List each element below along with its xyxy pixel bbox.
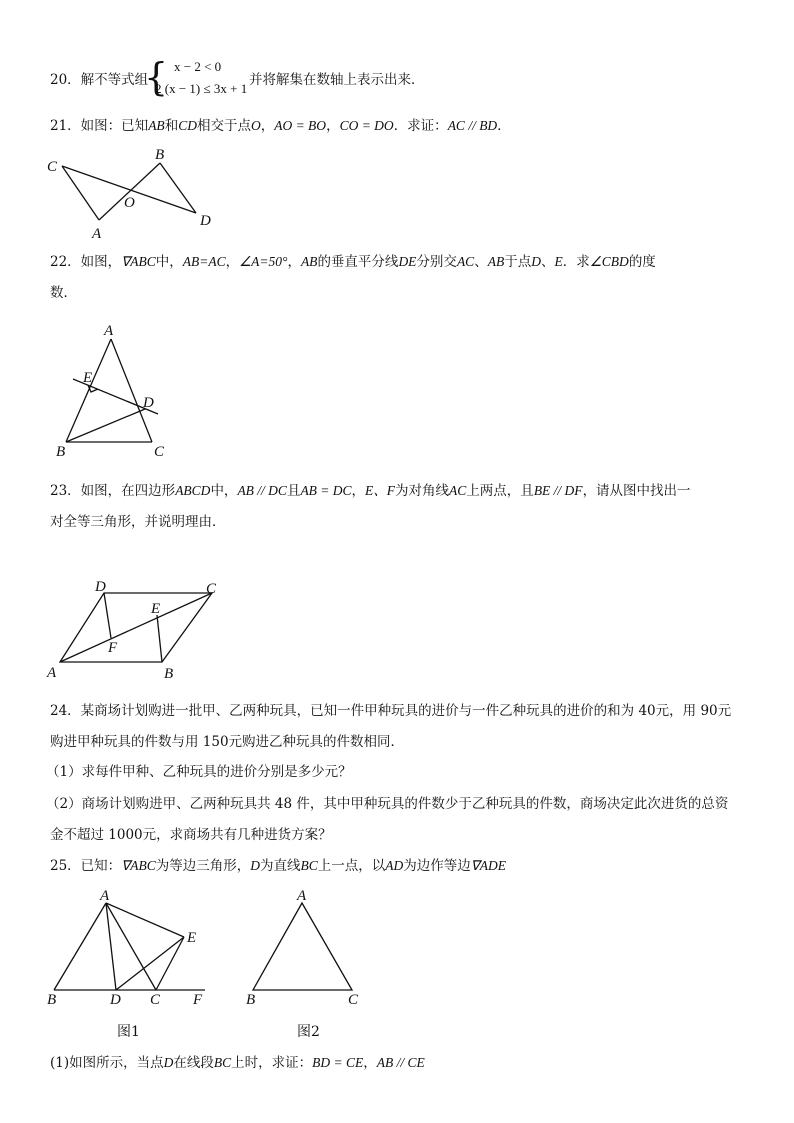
q22-point-d: D: [531, 254, 541, 269]
q25-fig1-caption: 图1: [117, 1024, 140, 1040]
q23-comma-1: ，: [351, 483, 366, 499]
q25-part1-eq: BD = CE: [312, 1055, 364, 1070]
q24-line1: 24．某商场计划购进一批甲、乙两种玩具，已知一件甲种玩具的进价与一件乙种玩具的进价的和为 40元，用 90元: [50, 703, 732, 719]
q22-seg-ab-2: AB: [487, 254, 505, 269]
q21-text-a: 21．如图：已知: [50, 118, 149, 134]
q23-zhong: 中，: [210, 483, 238, 499]
q21-label-b: B: [155, 147, 165, 163]
q25-f2-label-c: C: [348, 992, 359, 1008]
q23-parallel-2: BE // DF: [533, 483, 583, 498]
q22-triangle: ∇ABC: [121, 254, 156, 269]
q22-qiu: ．求: [562, 254, 590, 270]
q23-label-c: C: [206, 581, 217, 597]
q22-point-e: E: [554, 254, 563, 269]
q22-label-b: B: [56, 444, 66, 460]
q23-label-b: B: [164, 666, 174, 682]
q23-label-f: F: [108, 640, 118, 656]
q25-text-b: 为等边三角形，: [155, 858, 251, 874]
q25-text-c: 为直线: [259, 858, 301, 874]
q22-label-d: D: [143, 395, 154, 411]
q25-part1-seg-bc: BC: [213, 1055, 232, 1070]
q25-triangle: ∇ABC: [121, 858, 156, 873]
q25-seg-ad: AD: [385, 858, 404, 873]
q22-de: 的度: [628, 254, 656, 270]
q22-perp: 的垂直平分线: [317, 254, 399, 270]
q21-label-a: A: [92, 226, 102, 242]
q22-label-c: C: [154, 444, 165, 460]
q21-and: 和: [164, 118, 179, 134]
q22-seg-de: DE: [398, 254, 417, 269]
q25-part1-text-b: 在线段: [173, 1055, 214, 1071]
q21-eq-2: CO = DO: [339, 118, 394, 133]
q25-f1-label-a: A: [100, 888, 110, 904]
q25-part1-text-a: (1)如图所示，当点: [50, 1055, 164, 1071]
q21-point-o: O: [250, 118, 261, 133]
q21-seg-cd: CD: [178, 118, 197, 133]
q25-fig2-caption: 图2: [297, 1024, 320, 1040]
q23-shang: 上两点，且: [466, 483, 534, 499]
q24-sub1: （1）求每件甲种、乙种玩具的进价分别是多少元？: [46, 764, 352, 780]
q23-label-d: D: [95, 579, 106, 595]
q22-yu: 于点: [504, 254, 532, 270]
q25-part1-point-d: D: [163, 1055, 174, 1070]
q25-f2-label-a: A: [297, 888, 307, 904]
q23-statement-line2: 对全等三角形，并说明理由．: [50, 514, 226, 530]
q25-part1: [50, 1054, 425, 1072]
q25-text-e: 为边作等边: [403, 858, 471, 874]
q25-text-a: 25．已知：: [50, 858, 122, 874]
q22-zhong: 中，: [155, 254, 183, 270]
q23-text-a: 23．如图，在四边形: [50, 483, 176, 499]
q21-seg-ab: AB: [148, 118, 165, 133]
q21-label-o: O: [124, 195, 135, 211]
q24-sub2-line1: （2）商场计划购进甲、乙两种玩具共 48 件，其中甲种玩具的件数少于乙种玩具的件数，商场决定此次进货的总资: [46, 796, 729, 812]
q22-dun-2: 、: [540, 254, 555, 270]
q22-text-a: 22．如图，: [50, 254, 122, 270]
q22-label-a: A: [104, 323, 114, 339]
q22-comma-2: ，: [287, 254, 301, 270]
q25-part1-comma: ，: [363, 1055, 377, 1071]
q20-number: 20．: [50, 72, 81, 88]
q25-f1-label-b: B: [47, 992, 57, 1008]
q25-f1-label-d: D: [110, 992, 121, 1008]
q25-seg-bc: BC: [300, 858, 318, 873]
q20-inequality-1: x − 2 < 0: [174, 59, 222, 74]
q22-statement-line2: 数．: [50, 285, 77, 301]
q22-eq: AB=AC: [182, 254, 226, 269]
q22-angle: ∠A=50°: [239, 254, 288, 269]
q23-eq: AB = DC: [300, 483, 352, 498]
q20-suffix: 并将解集在数轴上表示出来．: [249, 72, 425, 88]
q23-label-a: A: [47, 665, 57, 681]
q22-label-e: E: [83, 370, 93, 386]
q25-triangle-2: ∇ADE: [470, 858, 507, 873]
q22-comma-1: ，: [225, 254, 240, 270]
q22-jiao: 分别交: [416, 254, 457, 270]
q23-parallel: AB // DC: [237, 483, 287, 498]
q25-part1-text-c: 上时，求证：: [231, 1055, 313, 1071]
q22-seg-ac: AC: [456, 254, 475, 269]
q25-f2-label-b: B: [246, 992, 256, 1008]
q25-part1-parallel: AB // CE: [376, 1055, 425, 1070]
q23-wei: 为对角线: [395, 483, 450, 499]
q24-line2: 购进甲种玩具的件数与用 150元购进乙种玩具的件数相同．: [50, 734, 405, 750]
q21-label-d: D: [200, 213, 211, 229]
q21-prove: ．求证：: [393, 118, 448, 134]
q23-qie: 且: [286, 483, 301, 499]
q25-f1-label-f: F: [193, 992, 203, 1008]
q23-seg-ac: AC: [449, 483, 467, 498]
q21-end: ．: [497, 118, 511, 134]
q25-f1-label-e: E: [187, 930, 197, 946]
q25-point-d: D: [250, 858, 260, 873]
q23-points-ef: E、F: [365, 483, 396, 498]
q25-text-d: 上一点，以: [317, 858, 386, 874]
q21-intersect: 相交于点: [196, 118, 251, 134]
q21-comma-1: ，: [260, 118, 275, 134]
q22-dun: 、: [474, 254, 488, 270]
q20-inequality-2: 2 (x − 1) ≤ 3x + 1: [155, 81, 248, 96]
q21-label-c: C: [47, 159, 58, 175]
q22-target-angle: ∠CBD: [589, 254, 629, 269]
q23-quad: ABCD: [175, 483, 211, 498]
q20-prefix: 解不等式组: [80, 72, 149, 88]
q23-tail: ，请从图中找出一: [582, 483, 691, 499]
q24-sub2-line2: 金不超过 1000元，求商场共有几种进货方案？: [50, 827, 332, 843]
q21-conclusion: AC // BD: [447, 118, 498, 133]
q23-label-e: E: [151, 601, 161, 617]
q21-eq-1: AO = BO: [274, 118, 327, 133]
system-brace: {: [144, 55, 169, 99]
q25-f1-label-c: C: [150, 992, 161, 1008]
q21-comma-2: ，: [326, 118, 340, 134]
q22-seg-ab: AB: [300, 254, 318, 269]
